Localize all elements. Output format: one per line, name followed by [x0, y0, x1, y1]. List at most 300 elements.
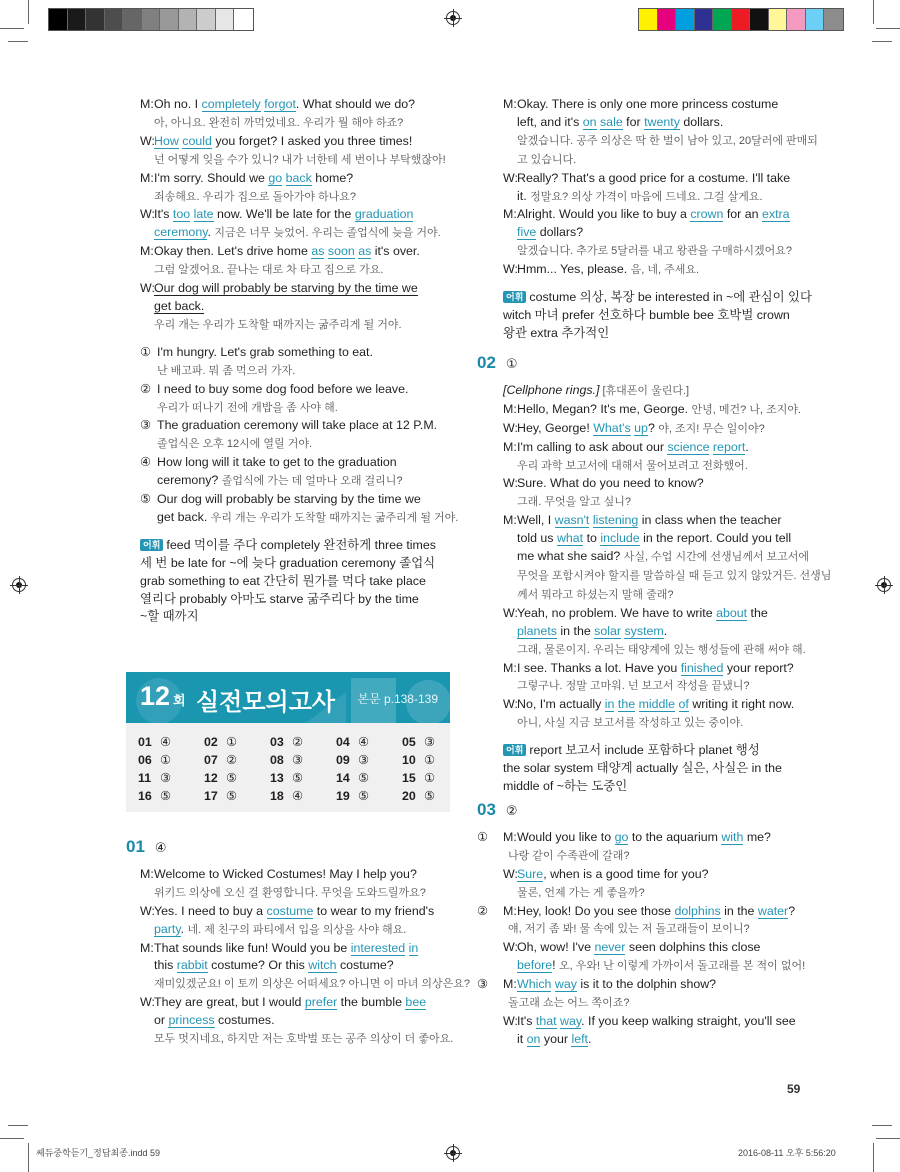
dialogue-line: five dollars? [517, 225, 584, 240]
korean-translation: 오, 우와! 난 이렇게 가까이서 돌고래를 본 적이 없어! [559, 960, 806, 973]
blank-word: that [535, 1013, 557, 1028]
option-number: ② [140, 381, 152, 396]
blank-word: princess [168, 1013, 215, 1028]
dialogue-line: or princess costumes. [154, 1013, 275, 1028]
crop-mark [876, 28, 900, 29]
speaker-label: W: [503, 697, 518, 712]
vocab-line: witch 마녀 prefer 선호하다 bumble bee 호박벌 crown [503, 307, 790, 322]
blank-word: solar [594, 623, 622, 638]
blank-word: extra [761, 207, 790, 222]
question-header [126, 838, 456, 858]
answer-cell [336, 788, 402, 804]
blank-word: ceremony [154, 225, 208, 240]
answer-cell [270, 734, 336, 750]
blank-word: planets [517, 623, 557, 638]
option-number: ② [477, 903, 489, 918]
option-item: ③ The graduation ceremony will take place at 12 P.M. [140, 417, 460, 435]
dialogue-line: W:Sure. What do you need to know? [503, 475, 812, 493]
color-swatch [695, 9, 714, 30]
korean-translation: 우리가 떠나기 전에 개밥을 좀 사야 해. [157, 401, 338, 414]
blank-word: water [757, 903, 789, 918]
option-group-line [477, 903, 812, 940]
blank-word: report [712, 439, 746, 454]
dialogue-line: W:Yes. I need to buy a costume to wear to my friend's [140, 903, 456, 921]
option-group-line [477, 829, 812, 866]
option-number: ③ [140, 418, 152, 433]
blank-word: five [517, 225, 537, 240]
speaker-label: W: [140, 995, 155, 1010]
question-03 [477, 801, 812, 1049]
vocab-label-badge: 어휘 [503, 744, 526, 756]
korean-translation: 아, 아니요. 완전히 까먹었네요. 우리가 뭘 해야 하죠? [154, 116, 404, 129]
answer-question-number: 08 [270, 753, 284, 767]
page-number: 59 [787, 1082, 801, 1096]
vocab-line: the solar system 태양계 actually 실은, 사실은 in the [503, 761, 782, 776]
speaker-label: W: [503, 420, 518, 435]
speaker-label: W: [140, 133, 155, 148]
korean-translation: 사실, 수업 시간에 선생님께서 보고서에 [623, 551, 810, 564]
crop-mark [873, 0, 874, 24]
blank-word: middle [638, 697, 676, 712]
answer-choice: ④ [358, 735, 370, 749]
answer-question-number: 03 [270, 735, 284, 749]
blank-word: as [358, 244, 372, 259]
korean-translation: 졸업식은 오후 12시에 열릴 거야. [157, 438, 313, 451]
dialogue-line [140, 298, 460, 316]
vocab-label-badge: 어휘 [503, 291, 526, 303]
color-swatch [160, 9, 179, 30]
answer-question-number: 11 [138, 771, 152, 785]
previous-dialogue [140, 96, 460, 335]
answer-question-number: 16 [138, 789, 152, 803]
answer-choice: ⑤ [424, 789, 436, 803]
blank-word: Which [517, 977, 552, 992]
option-group-line [477, 976, 812, 1013]
answer-question-number: 18 [270, 789, 284, 803]
blank-word: include [600, 531, 640, 546]
blank-word: go [614, 829, 629, 844]
blank-word: on [582, 114, 597, 129]
color-swatch [750, 9, 769, 30]
blank-word: finished [680, 660, 724, 675]
korean-translation: 그럼 알겠어요. 끝나는 대로 차 타고 집으로 가요. [154, 264, 384, 277]
answer-cell [402, 770, 468, 786]
answer-cell [138, 770, 204, 786]
korean-translation: 난 배고파. 뭐 좀 먹으러 가자. [157, 364, 296, 377]
dialogue-line: M:Welcome to Wicked Costumes! May I help you? [140, 866, 456, 884]
speaker-label: M: [503, 903, 517, 918]
korean-translation: 고 있습니다. [517, 153, 577, 166]
speaker-label: M: [503, 207, 517, 222]
dialogue-line [140, 114, 460, 133]
left-column [140, 96, 460, 626]
korean-translation: 음, 네, 주세요. [630, 264, 700, 277]
dialogue-line: told us what to include in the report. Could you tell [517, 531, 792, 546]
korean-translation: 물론, 언제 가는 게 좋을까? [517, 886, 645, 899]
blank-word: way [560, 1013, 582, 1028]
speaker-label: M: [503, 829, 517, 844]
question-02 [477, 353, 832, 796]
answer-choice: ① [160, 753, 172, 767]
answer-choice: ④ [292, 789, 304, 803]
blank-word: back [285, 170, 312, 185]
answer-choice: ⑤ [160, 789, 172, 803]
blank-word: party [154, 921, 181, 936]
vocab-line: 어휘 costume 의상, 복장 be interested in ~에 관심이 있다 [503, 289, 808, 307]
blank-word: up [634, 420, 648, 435]
color-swatch [732, 9, 751, 30]
crop-mark [28, 1143, 29, 1172]
dialogue-line: W:Oh, wow! I've never seen dolphins this close [503, 939, 812, 957]
footer-filename: 쎄듀중학듣기_정답최종.indd 59 [36, 1148, 160, 1158]
option-item [140, 435, 460, 454]
korean-translation: 죄송해요. 우리가 집으로 돌아가야 하나요? [154, 190, 357, 203]
answer-choice: ⑤ [358, 771, 370, 785]
color-swatch [49, 9, 68, 30]
answer-choice: ⑤ [226, 789, 238, 803]
speaker-label: M: [503, 439, 517, 454]
vocab-line: 왕관 extra 추가적인 [503, 325, 610, 340]
korean-translation: 그렇구나. 정말 고마워. 넌 보고서 작성을 끝냈니? [517, 680, 750, 693]
crop-mark [28, 0, 29, 24]
speaker-label: W: [503, 262, 518, 277]
option-number: ① [477, 829, 489, 844]
dialogue-line [503, 493, 812, 512]
crop-mark [0, 1138, 24, 1139]
color-swatch [824, 9, 843, 30]
blank-word: What's [593, 420, 631, 435]
answer-choice: ① [226, 735, 238, 749]
dialogue-line: M:Okay then. Let's drive home as soon as it's over. [140, 243, 460, 261]
vocab-line: middle of ~하는 도중인 [503, 778, 628, 793]
speaker-label: W: [503, 866, 518, 881]
dialogue [477, 939, 812, 976]
dialogue-line [140, 151, 460, 170]
blank-word: before [517, 958, 553, 973]
korean-translation: 졸업식에 가는 데 얼마나 오래 걸리니? [221, 475, 403, 488]
color-swatch [142, 9, 161, 30]
blank-word: soon [327, 244, 355, 259]
vocab-line: 세 번 be late for ~에 늦다 graduation ceremony 졸업식 [140, 555, 436, 570]
answer-choice: ② [226, 753, 238, 767]
dialogue-line: W:Hmm... Yes, please. 음, 네, 주세요. [503, 261, 808, 280]
blank-word: could [182, 133, 212, 148]
dialogue-line: M:Okay. There is only one more princess costume [503, 96, 808, 114]
blank-word: science [667, 439, 710, 454]
color-swatch [197, 9, 216, 30]
answer-cell [138, 788, 204, 804]
vocab-line: ~할 때까지 [140, 609, 199, 624]
answer-question-number: 07 [204, 753, 218, 767]
crop-mark [872, 41, 892, 42]
dialogue-line [503, 884, 812, 903]
speaker-label: W: [140, 903, 155, 918]
korean-translation: 그래, 물론이지. 우리는 태양계에 있는 행성들에 관해 써야 해. [517, 643, 806, 656]
korean-translation: 알겠습니다. 공주 의상은 딱 한 벌이 남아 있고, 20달러에 판매되 [517, 134, 818, 147]
option-number: ⑤ [140, 492, 152, 507]
dialogue-line: ceremony. 지금은 너무 늦었어. 우리는 졸업식에 늦을 거야. [154, 225, 441, 240]
color-swatch [658, 9, 677, 30]
color-swatch [86, 9, 105, 30]
answer-question-number: 06 [138, 753, 152, 767]
crop-mark [8, 1125, 28, 1126]
color-swatch [123, 9, 142, 30]
blank-word: costume [266, 903, 314, 918]
speaker-label: M: [140, 244, 154, 259]
dialogue-line [503, 457, 812, 476]
dialogue-line [140, 316, 460, 335]
answer-cell [270, 770, 336, 786]
korean-translation: 무엇을 포함시켜야 할지를 말씀하실 때 듣고 있지 않았거든. 선생님 [517, 569, 832, 582]
right-column [503, 96, 818, 343]
blank-word: with [721, 829, 744, 844]
color-swatch [806, 9, 825, 30]
blank-word: completely [201, 97, 261, 111]
question-answer: ② [505, 803, 518, 818]
crop-mark [8, 41, 28, 42]
blank-word: in [604, 697, 615, 712]
dialogue-line: ③ M:Which way is it to the dolphin show? [477, 976, 812, 994]
dialogue-line: party. 네. 제 친구의 파티에서 입을 의상을 사야 해요. [154, 921, 407, 936]
option-item: ① I'm hungry. Let's grab something to eat. [140, 344, 460, 362]
blank-word: what [556, 531, 584, 546]
dialogue-line [477, 920, 812, 939]
blank-word: dolphins [674, 903, 721, 918]
answer-question-number: 02 [204, 735, 218, 749]
blank-word: left [571, 1031, 588, 1046]
dialogue-line: M:Oh no. I completely forgot. What should we do? [140, 96, 460, 114]
page-reference: 본문 p.138-139 [357, 692, 438, 706]
underlined-text: get back. [154, 298, 205, 313]
vocab-line: grab something to eat 간단히 뭔가를 먹다 take place [140, 573, 426, 588]
question-02-dialogue [503, 401, 832, 733]
question-header [477, 354, 812, 374]
crop-mark [0, 28, 24, 29]
answer-cell [138, 752, 204, 768]
dialogue-line: M:I see. Thanks a lot. Have you finished your report? [503, 660, 812, 678]
answer-cell [402, 752, 468, 768]
dialogue-line [477, 847, 812, 866]
korean-translation: 넌 어떻게 잊을 수가 있니? 내가 너한테 세 번이나 부탁했잖아! [154, 153, 446, 166]
dialogue-line: planets in the solar system. [517, 623, 668, 638]
underlined-text: Our dog will probably be starving by the time we [154, 281, 418, 296]
answer-choice: ③ [424, 735, 436, 749]
question-number: 01 [126, 837, 145, 856]
korean-translation: 우리 개는 우리가 도착할 때까지는 굶주리게 될 거야. [154, 318, 402, 331]
color-swatch [787, 9, 806, 30]
blank-word: bee [405, 995, 427, 1010]
blank-word: the [617, 697, 636, 712]
blank-word: interested [350, 940, 406, 955]
dialogue-line: W:How could you forget? I asked you three times! [140, 133, 460, 151]
blank-word: sale [599, 114, 623, 129]
question-01-dialogue [126, 866, 471, 1049]
registration-mark-icon [877, 578, 891, 592]
answer-cell [336, 770, 402, 786]
dialogue [477, 866, 812, 903]
dialogue-line: ② M:Hey, look! Do you see those dolphins in the water? [477, 903, 812, 921]
answer-question-number: 10 [402, 753, 416, 767]
answer-question-number: 15 [402, 771, 416, 785]
dialogue-line [503, 567, 832, 586]
dialogue-line [503, 677, 812, 696]
dialogue-line: W:No, I'm actually in the middle of writing it right now. [503, 696, 812, 714]
stage-direction: [Cellphone rings.] [휴대폰이 울린다.] [503, 382, 690, 397]
option-group-line [477, 1013, 812, 1049]
blank-word: wasn't [554, 513, 590, 528]
dialogue-line: W:Sure, when is a good time for you? [503, 866, 812, 884]
korean-translation: 정말요? 의상 가격이 마음에 드네요. 그걸 살게요. [530, 190, 763, 203]
dialogue-line: me what she said? 사실, 수업 시간에 선생님께서 보고서에 [517, 549, 810, 564]
dialogue-line [503, 242, 808, 261]
answer-question-number: 19 [336, 789, 350, 803]
korean-translation: 우리 개는 우리가 도착할 때까지는 굶주리게 될 거야. [210, 511, 459, 524]
speaker-label: W: [503, 170, 518, 185]
dialogue-line: W:They are great, but I would prefer the bumble bee [140, 994, 456, 1012]
korean-translation: 얘, 저기 좀 봐! 물 속에 있는 저 돌고래들이 보이니? [508, 923, 750, 936]
dialogue [477, 1013, 812, 1049]
blank-word: How [154, 133, 179, 148]
speaker-label: W: [140, 281, 155, 296]
vocabulary-box [140, 537, 460, 627]
option-item: get back. 우리 개는 우리가 도착할 때까지는 굶주리게 될 거야. [157, 509, 459, 524]
question-number: 03 [477, 800, 496, 819]
dialogue-line: W:Really? That's a good price for a costume. I'll take [503, 170, 808, 188]
color-swatch [68, 9, 87, 30]
speaker-label: W: [503, 1013, 518, 1028]
answer-cell [204, 770, 270, 786]
speaker-label: M: [140, 866, 154, 881]
option-number: ① [140, 344, 152, 359]
dialogue-line [503, 132, 818, 151]
dialogue-line [140, 280, 460, 298]
blank-word: listening [592, 513, 639, 528]
korean-translation: 지금은 너무 늦었어. 우리는 졸업식에 늦을 거야. [214, 227, 441, 240]
option-group-line [477, 939, 812, 976]
answer-cell [204, 734, 270, 750]
footer-timestamp: 2016-08-11 오후 5:56:20 [738, 1148, 836, 1158]
answer-choice: ① [424, 771, 436, 785]
speaker-label: M: [140, 170, 154, 185]
option-number: ④ [140, 455, 152, 470]
color-swatch [639, 9, 658, 30]
color-swatch [216, 9, 235, 30]
color-swatch [676, 9, 695, 30]
dialogue-line: M:Well, I wasn't listening in class when the teacher [503, 512, 812, 530]
dialogue-line: M:Hello, Megan? It's me, George. 안녕, 메건? 나, 조지야. [503, 401, 812, 420]
dialogue-line: M:I'm calling to ask about our science report. [503, 439, 812, 457]
option-item [140, 399, 460, 418]
dialogue-line [477, 994, 812, 1013]
speaker-label: W: [140, 207, 155, 222]
blank-word: as [311, 244, 325, 259]
answer-choice: ③ [292, 753, 304, 767]
answer-question-number: 09 [336, 753, 350, 767]
dialogue-line: ① M:Would you like to go to the aquarium with me? [477, 829, 812, 847]
blank-word: of [678, 697, 689, 712]
dialogue-line: left, and it's on sale for twenty dollars. [517, 114, 724, 129]
blank-word: crown [690, 207, 724, 222]
answer-options [140, 344, 460, 528]
dialogue-line [140, 884, 456, 903]
blank-word: too [172, 207, 191, 222]
speaker-label: M: [503, 977, 517, 992]
answer-choice: ⑤ [358, 789, 370, 803]
option-item: ceremony? 졸업식에 가는 데 얼마나 오래 걸리니? [157, 473, 403, 488]
dialogue-line: W:It's too late now. We'll be late for the graduation [140, 206, 460, 224]
speaker-label: M: [503, 401, 517, 416]
answer-choice: ③ [160, 771, 172, 785]
korean-translation: 돌고래 쇼는 어느 쪽이죠? [508, 997, 630, 1010]
blank-word: twenty [644, 114, 680, 129]
blank-word: graduation [354, 207, 414, 222]
blank-word: way [554, 977, 577, 992]
option-item: ④ How long will it take to get to the graduation [140, 454, 460, 472]
dialogue-line: M:I'm sorry. Should we go back home? [140, 170, 460, 188]
answer-question-number: 05 [402, 735, 416, 749]
answer-choice: ⑤ [292, 771, 304, 785]
dialogue-line: M:That sounds like fun! Would you be interested in [140, 940, 456, 958]
round-number: 12 회 [140, 681, 186, 711]
registration-mark-icon [446, 1146, 460, 1160]
answer-choice: ① [424, 753, 436, 767]
answer-cell [270, 788, 336, 804]
speaker-label: W: [503, 605, 518, 620]
answer-question-number: 14 [336, 771, 350, 785]
answer-cell [336, 734, 402, 750]
registration-mark-icon [12, 578, 26, 592]
question-answer: ④ [154, 840, 167, 855]
answer-grid [126, 723, 450, 804]
dialogue-line [503, 714, 812, 733]
answer-cell [270, 752, 336, 768]
blank-word: Sure [517, 866, 544, 881]
speaker-label: M: [503, 513, 517, 528]
dialogue-line [140, 261, 460, 280]
korean-translation: 아니, 사실 지금 보고서를 작성하고 있는 중이야. [517, 717, 744, 730]
speaker-label: M: [503, 97, 517, 111]
korean-translation: 우리 과학 보고서에 대해서 물어보려고 전화했어. [517, 459, 748, 472]
blank-word: witch [308, 958, 337, 973]
answer-question-number: 01 [138, 735, 152, 749]
dialogue-line: before! 오, 우와! 난 이렇게 가까이서 돌고래를 본 적이 없어! [517, 958, 806, 973]
question-number: 02 [477, 353, 496, 372]
cmyk-color-bar [638, 8, 844, 31]
korean-translation: 네. 제 친구의 파티에서 입을 의상을 사야 해요. [187, 923, 407, 936]
dialogue-line: it on your left. [517, 1031, 592, 1046]
vocab-line: 열리다 probably 아마도 starve 굶주리다 by the time [140, 591, 419, 606]
option-item [140, 362, 460, 381]
dialogue-line: it. 정말요? 의상 가격이 마음에 드네요. 그걸 살게요. [517, 188, 763, 203]
answer-choice: ⑤ [226, 771, 238, 785]
dialogue-line [503, 641, 812, 660]
answer-question-number: 04 [336, 735, 350, 749]
blank-word: on [526, 1031, 541, 1046]
korean-translation: 그래. 무엇을 알고 싶니? [517, 496, 631, 509]
speaker-label: M: [140, 97, 154, 111]
dialogue-line: W:Hey, George! What's up? 야, 조지! 무슨 일이야? [503, 420, 812, 439]
answer-cell [204, 788, 270, 804]
blank-word: late [193, 207, 214, 222]
dialogue-line: M:Alright. Would you like to buy a crown for an extra [503, 206, 808, 224]
answer-question-number: 17 [204, 789, 218, 803]
blank-word: system [624, 623, 664, 638]
answer-choice: ② [292, 735, 304, 749]
korean-translation: 재미있겠군요! 이 토끼 의상은 어떠세요? 아니면 이 마녀 의상은요? [154, 978, 471, 991]
korean-translation: 안녕, 메건? 나, 조지야. [691, 403, 802, 416]
option-group-line [477, 866, 812, 903]
question-01-dialogue-continued [503, 96, 818, 280]
